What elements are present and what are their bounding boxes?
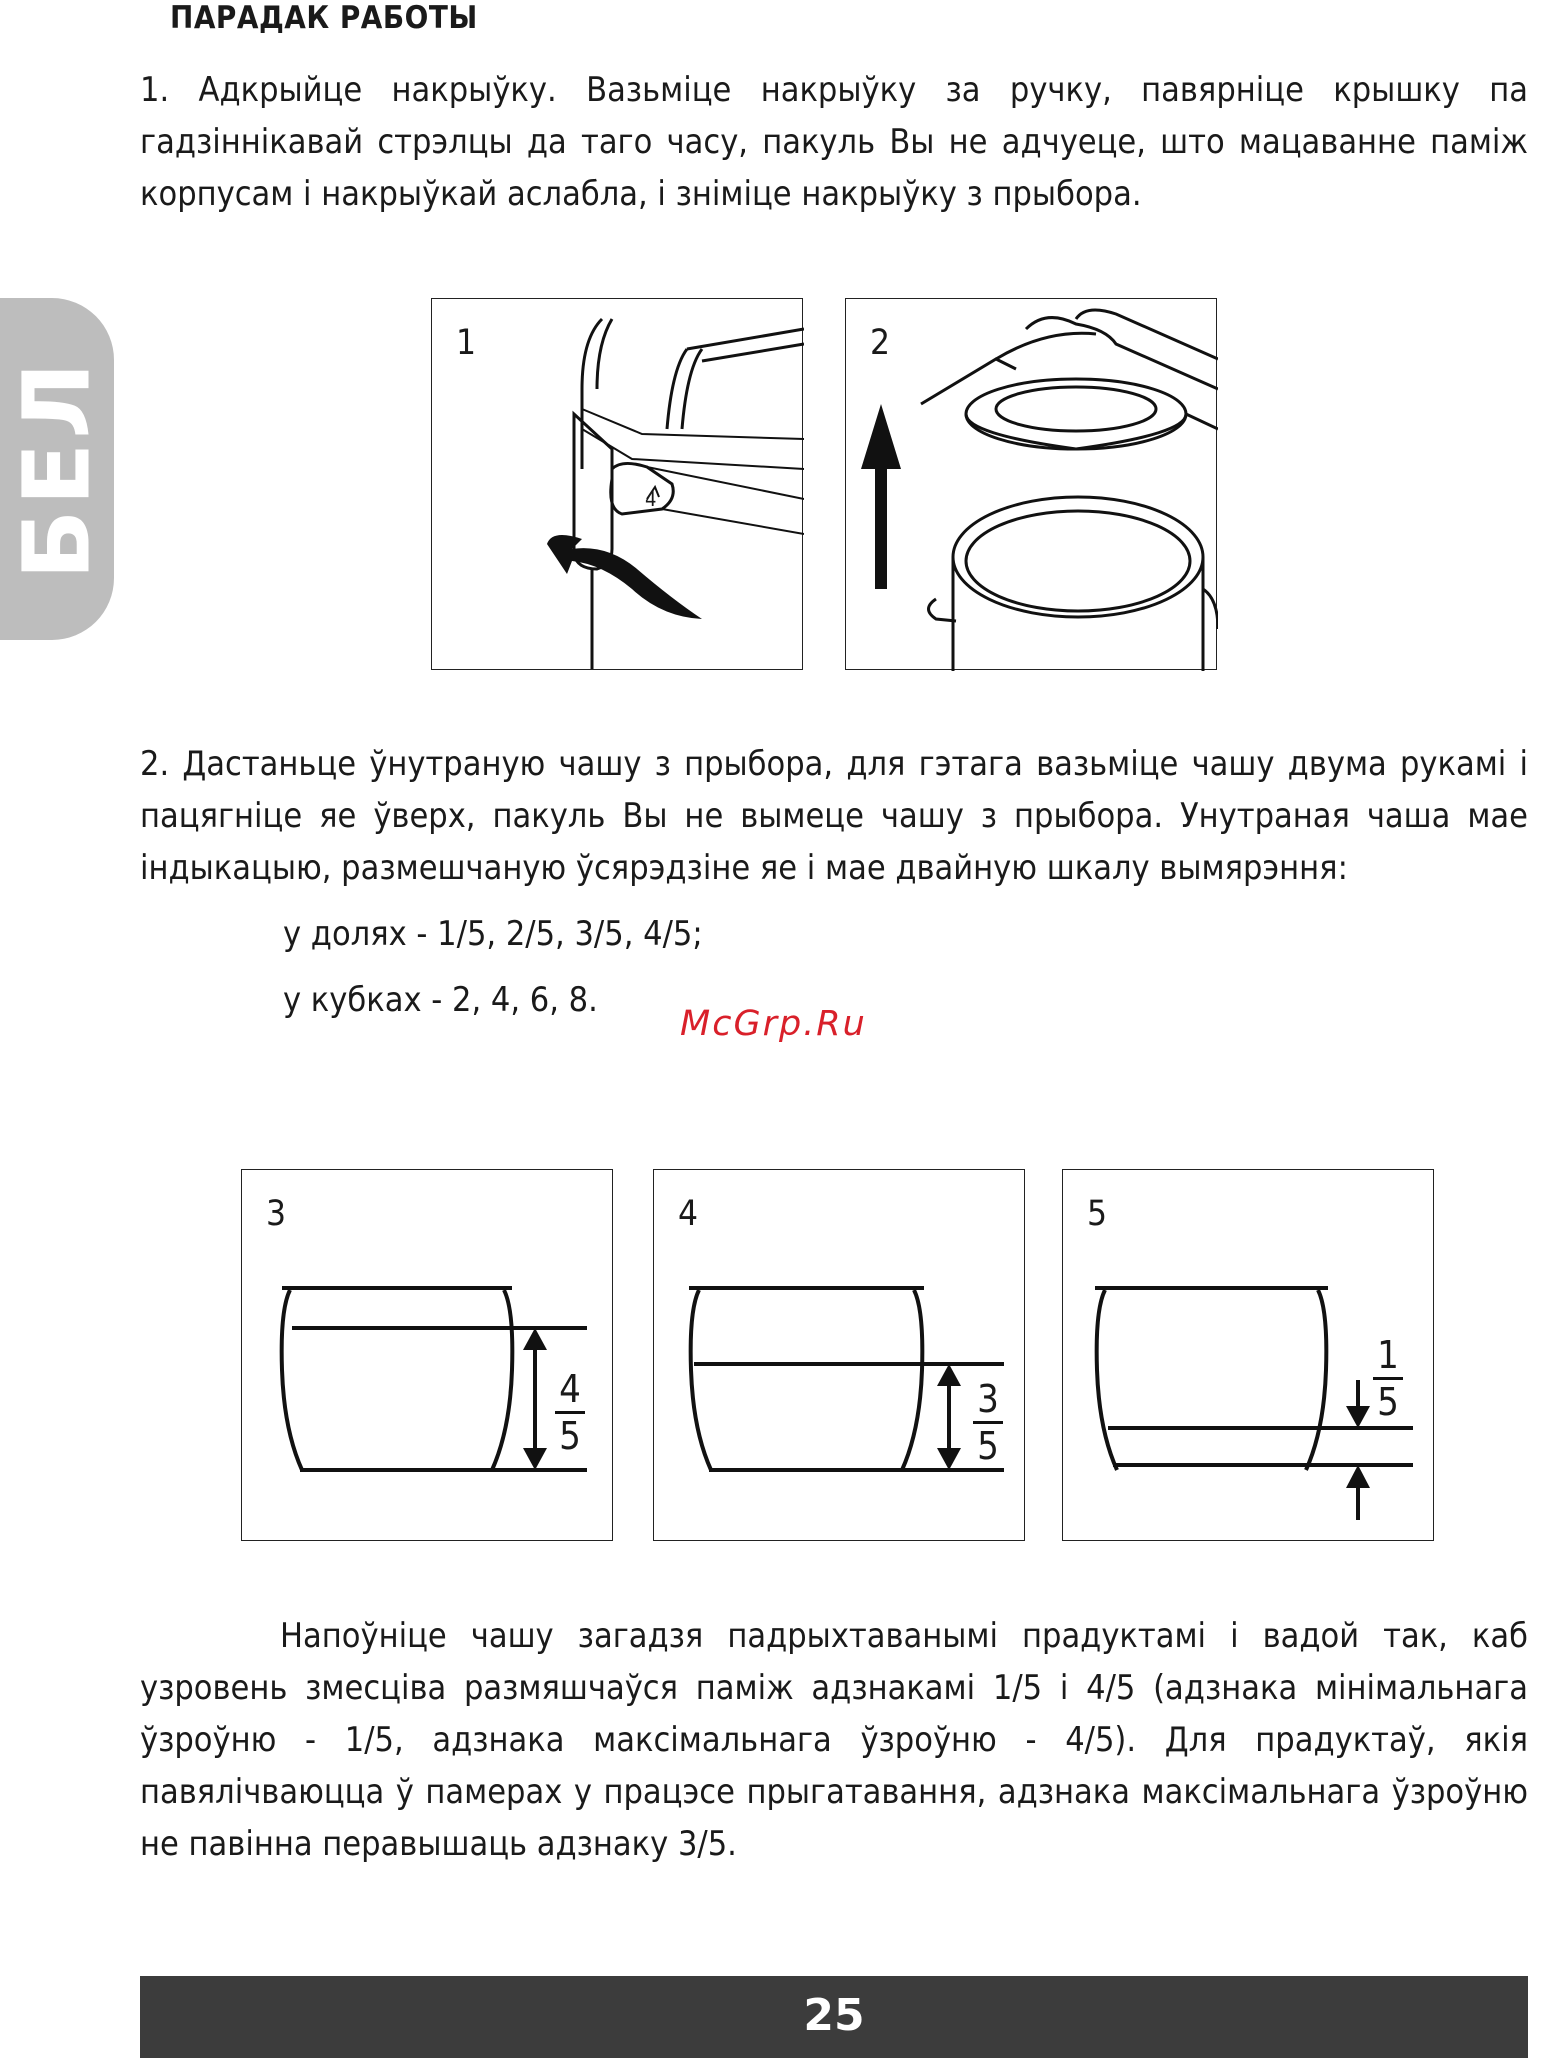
fraction-denominator: 5 [559, 1414, 581, 1458]
watermark: McGrp.Ru [680, 1004, 867, 1044]
figure-1-illustration [432, 299, 804, 671]
fill-instructions-paragraph: Напоўніце чашу загадзя падрыхтаванымі прадуктамі і вадой так, каб узровень змесціва размяшчаўся паміж адзнакамі 1/5 і 4/5 (адзнака мінімальнага ўзроўню - 1/5, адзнака максімальнага ўзроўню - 4/5). Для прадуктаў, якія павялічваюцца ў памерах у працэсе прыгатавання, адзнака максімальнага ўзроўню не павінна перавышаць адзнаку 3/5. [140, 1616, 1528, 1864]
figure-1-number: 1 [456, 323, 477, 363]
fraction-numerator: 4 [559, 1367, 581, 1411]
page-footer-bar [140, 1976, 1528, 2058]
scale-fractions-line: у долях - 1/5, 2/5, 3/5, 4/5; [283, 914, 703, 954]
fraction-denominator: 5 [977, 1424, 999, 1468]
handle-mark: 4 [645, 487, 657, 511]
figure-4-bowl-three-fifths [653, 1169, 1025, 1541]
fraction-one-fifth [1373, 1333, 1403, 1424]
fraction-three-fifths [973, 1377, 1003, 1468]
figure-3-illustration [242, 1170, 614, 1542]
fraction-denominator: 5 [1377, 1380, 1399, 1424]
figure-2-remove-lid [845, 298, 1217, 670]
figure-2-number: 2 [870, 323, 891, 363]
figure-4-number: 4 [678, 1194, 699, 1234]
step1-paragraph: 1. Адкрыйце накрыўку. Вазьміце накрыўку за ручку, павярніце крышку па гадзіннікавай стрэлцы да таго часу, пакуль Вы не адчуеце, што мацаванне паміж корпусам і накрыўкай аслабла, і зніміце накрыўку з прыбора. [140, 70, 1528, 214]
fraction-four-fifths [555, 1367, 585, 1458]
scale-cups-line: у кубках - 2, 4, 6, 8. [283, 980, 598, 1020]
figure-4-illustration [654, 1170, 1026, 1542]
language-side-tab [0, 298, 114, 640]
figure-2-illustration [846, 299, 1218, 671]
language-tab-label: БЕЛ [3, 358, 111, 580]
fraction-numerator: 1 [1377, 1333, 1399, 1377]
figure-3-number: 3 [266, 1194, 287, 1234]
step2-paragraph: 2. Дастаньце ўнутраную чашу з прыбора, для гэтага вазьміце чашу двума рукамі і пацягніце яе ўверх, пакуль Вы не вымеце чашу з прыбора. Унутраная чаша мае індыкацыю, размешчаную ўсярэдзіне яе і мае двайную шкалу вымярэння: [140, 744, 1528, 888]
figure-5-bowl-one-fifth [1062, 1169, 1434, 1541]
section-heading: ПАРАДАК РАБОТЫ [170, 0, 478, 36]
figure-1-rotate-lid [431, 298, 803, 670]
figure-5-number: 5 [1087, 1194, 1108, 1234]
page-number: 25 [803, 1990, 865, 2041]
figure-3-bowl-four-fifths [241, 1169, 613, 1541]
fraction-numerator: 3 [977, 1377, 999, 1421]
